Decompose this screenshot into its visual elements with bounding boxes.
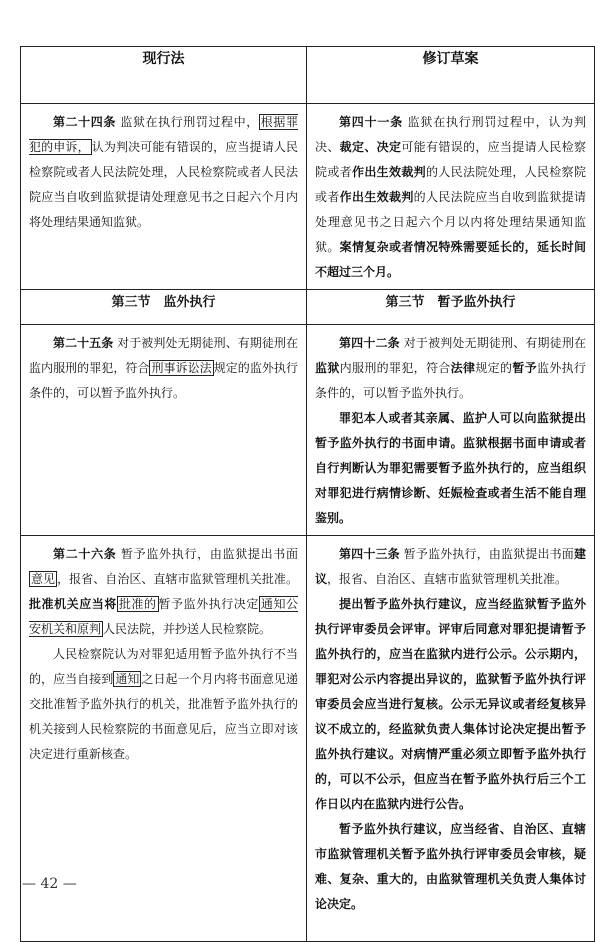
highlight-box: 批准的 bbox=[118, 597, 157, 611]
paragraph: 提出暂予监外执行建议，应当经监狱暂予监外执行评审委员会评审。评审后同意对罪犯提请暂予监外执行的，应当在监狱内进行公示。公示期内，罪犯对公示内容提出异议的，监狱暂予监外执行评审委员会应当进行复核。公示无异议或者经复核异议不成立的，经监狱负责人集体讨论决定提出暂予监外执行建议。对病情严重必须立即暂予监外执行的，可以不公示，但应当在暂予监外执行后三个工作日以内在监狱内进行公告。 bbox=[315, 597, 586, 811]
current-article-25 bbox=[21, 325, 307, 536]
highlight-box: 刑事诉讼法 bbox=[151, 361, 212, 375]
header-revised-draft: 修订草案 bbox=[307, 47, 595, 104]
table-row bbox=[21, 104, 595, 290]
highlight-box: 根据罪犯的申诉， bbox=[29, 115, 298, 154]
paragraph: 暂予监外执行建议，应当经省、自治区、直辖市监狱管理机关暂予监外执行评审委员会审核，疑难、复杂、重大的，由监狱管理机关负责人集体讨论决定。 bbox=[315, 822, 586, 911]
highlight-box: 通知 bbox=[115, 672, 140, 686]
draft-article-42 bbox=[307, 325, 595, 536]
section-row bbox=[21, 290, 595, 325]
paragraph: 第二十五条 对于被判处无期徒刑、有期徒刑在监内服刑的罪犯，符合 刑事诉讼法 规定的监外执行条件的，可以暂予监外执行。 bbox=[29, 336, 298, 400]
comparison-table bbox=[20, 46, 595, 942]
paragraph: 第四十一条 监狱在执行刑罚过程中，认为判决、裁定、决定可能有错误的，应当提请人民检察院或者作出生效裁判的人民法院处理，人民检察院或者作出生效裁判的人民法院应当自收到监狱提请处理意见书之日起六个月以内将处理结果通知监狱。案情复杂或者情况特殊需要延长的，延长时间不超过三个月。 bbox=[315, 115, 586, 279]
paragraph: 罪犯本人或者其亲属、监护人可以向监狱提出暂予监外执行的书面申请。监狱根据书面申请或者自行判断认为罪犯需要暂予监外执行的，应当组织对罪犯进行病情诊断、妊娠检查或者生活不能自理鉴别。 bbox=[315, 411, 586, 525]
paragraph: 第二十四条 监狱在执行刑罚过程中， 根据罪犯的申诉， 认为判决可能有错误的，应当提请人民检察院或者人民法院处理，人民检察院或者人民法院应当自收到监狱提请处理意见书之日起六个月内将处理结果通知监狱。 bbox=[29, 115, 298, 229]
highlight-box: 意见 bbox=[31, 572, 56, 586]
paragraph: 第四十三条 暂予监外执行，由监狱提出书面建议，报省、自治区、直辖市监狱管理机关批准。 bbox=[315, 547, 586, 586]
table-row bbox=[21, 325, 595, 536]
draft-article-41 bbox=[307, 104, 595, 290]
header-current-law: 现行法 bbox=[21, 47, 307, 104]
draft-article-43 bbox=[307, 536, 595, 942]
page-number: — 42 — bbox=[22, 876, 77, 892]
current-article-24 bbox=[21, 104, 307, 290]
section-title-current: 第三节 监外执行 bbox=[21, 290, 307, 325]
paragraph: 人民检察院认为对罪犯适用暂予监外执行不当的，应当自接到 通知 之日起一个月内将书面意见递交批准暂予监外执行的机关，批准暂予监外执行的机关接到人民检察院的书面意见后，应当立即对该决定进行重新核查。 bbox=[29, 647, 298, 761]
paragraph: 第二十六条 暂予监外执行，由监狱提出书面意见 ，报省、自治区、直辖市监狱管理机关批准。批准机关应当将 批准的 暂予监外执行决定 通知公安机关和原判 人民法院，并抄送人民检察院。 bbox=[29, 547, 298, 636]
paragraph: 第四十二条 对于被判处无期徒刑、有期徒刑在监狱内服刑的罪犯，符合法律规定的暂予监外执行条件的，可以暂予监外执行。 bbox=[315, 336, 586, 400]
table-header-row bbox=[21, 47, 595, 104]
section-title-draft: 第三节 暂予监外执行 bbox=[307, 290, 595, 325]
highlight-box: 通知公安机关和原判 bbox=[29, 597, 298, 636]
